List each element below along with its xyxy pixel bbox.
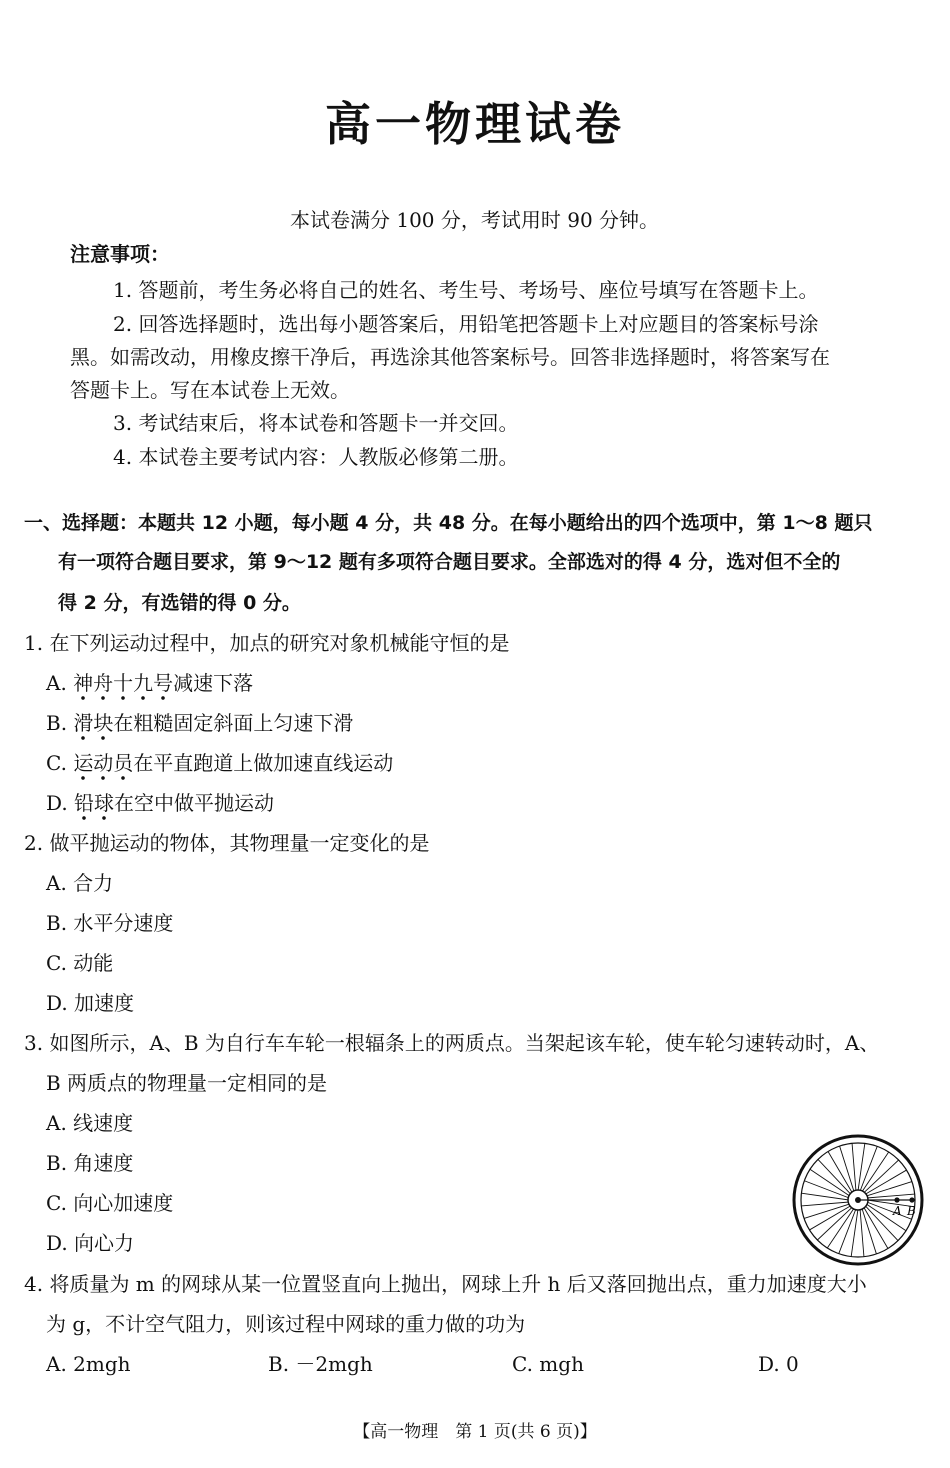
bicycle-wheel-figure xyxy=(790,1132,926,1268)
dotted-subject: 神舟十九号 xyxy=(73,671,174,695)
point-a-label: A xyxy=(893,1204,902,1218)
option-a xyxy=(46,671,253,695)
notice-heading: 注意事项： xyxy=(70,242,170,266)
wheel-spoke xyxy=(810,1169,850,1196)
question-stem: 2. 做平抛运动的物体，其物理量一定变化的是 xyxy=(24,831,430,855)
wheel-spoke xyxy=(860,1146,877,1191)
option-d: D. 加速度 xyxy=(46,991,135,1015)
option-c: C. 向心加速度 xyxy=(46,1191,174,1215)
point-b-label: B xyxy=(907,1204,916,1218)
section-header: 得 2 分，有选错的得 0 分。 xyxy=(58,592,301,614)
question-stem: 4. 将质量为 m 的网球从某一位置竖直向上抛出，网球上升 h 后又落回抛出点，重力加速度大小 xyxy=(24,1272,867,1296)
exam-info: 本试卷满分 100 分，考试用时 90 分钟。 xyxy=(290,208,660,232)
wheel-spoke xyxy=(852,1143,856,1191)
dotted-subject: 运动员 xyxy=(73,751,134,775)
question-stem: 1. 在下列运动过程中，加点的研究对象机械能守恒的是 xyxy=(24,631,510,655)
notice-item: 答题卡上。写在本试卷上无效。 xyxy=(70,378,350,402)
section-header: 一、选择题：本题共 12 小题，每小题 4 分，共 48 分。在每小题给出的四个选项中，第 1～8 题只 xyxy=(24,512,873,534)
notice-item: 4. 本试卷主要考试内容：人教版必修第二册。 xyxy=(113,445,519,469)
option-b: B. 角速度 xyxy=(46,1151,134,1175)
wheel-spoke xyxy=(867,1194,915,1198)
notice-item: 2. 回答选择题时，选出每小题答案后，用铅笔把答题卡上对应题目的答案标号涂 xyxy=(113,312,819,336)
wheel-spoke xyxy=(865,1170,906,1194)
wheel-spoke xyxy=(862,1152,889,1192)
wheel-spoke xyxy=(860,1209,864,1257)
wheel-spoke xyxy=(867,1202,912,1219)
wheel-spoke xyxy=(851,1209,858,1257)
page-footer: 【高一物理 第 1 页(共 6 页)】 xyxy=(353,1422,597,1442)
option-b: B. 水平分速度 xyxy=(46,911,174,935)
notice-item: 1. 答题前，考生务必将自己的姓名、考生号、考场号、座位号填写在答题卡上。 xyxy=(113,278,819,302)
wheel-spoke xyxy=(801,1202,849,1206)
section-header: 有一项符合题目要求，第 9～12 题有多项符合题目要求。全部选对的得 4 分，选对但不全的 xyxy=(58,551,841,573)
notice-item: 黑。如需改动，用橡皮擦干净后，再选涂其他答案标号。回答非选择题时，将答案写在 xyxy=(70,345,830,369)
question-stem: B 两质点的物理量一定相同的是 xyxy=(46,1071,328,1095)
option-a: A. 2mgh xyxy=(46,1352,131,1376)
option-text: 在平直跑道上做加速直线运动 xyxy=(133,751,394,775)
option-prefix: A. xyxy=(46,671,74,695)
wheel-spoke xyxy=(804,1181,849,1198)
dotted-subject: 铅球 xyxy=(74,791,115,815)
wheel-spoke xyxy=(864,1207,888,1248)
wheel-spoke xyxy=(817,1207,852,1240)
bicycle-wheel-icon xyxy=(790,1132,926,1268)
wheel-spoke xyxy=(801,1193,849,1200)
option-prefix: C. xyxy=(46,751,74,775)
option-prefix: D. xyxy=(46,791,75,815)
option-a: A. 合力 xyxy=(46,871,114,895)
option-b xyxy=(46,711,353,735)
option-text: 在粗糙固定斜面上匀速下滑 xyxy=(113,711,354,735)
option-d: D. 向心力 xyxy=(46,1231,135,1255)
question-stem: 为 g，不计空气阻力，则该过程中网球的重力做的功为 xyxy=(46,1312,526,1336)
wheel-spoke xyxy=(828,1152,852,1193)
wheel-spoke xyxy=(858,1143,865,1191)
option-text: 在空中做平抛运动 xyxy=(114,791,275,815)
option-text: 减速下落 xyxy=(173,671,254,695)
option-prefix: B. xyxy=(46,711,74,735)
option-d: D. 0 xyxy=(758,1352,799,1376)
page-title: 高一物理试卷 xyxy=(325,97,625,151)
option-c xyxy=(46,751,393,775)
wheel-spoke xyxy=(827,1208,854,1248)
wheel-spoke xyxy=(864,1160,899,1193)
question-stem: 3. 如图所示，A、B 为自行车车轮一根辐条上的两质点。当架起该车轮，使车轮匀速转动时，A、 xyxy=(24,1031,880,1055)
option-d xyxy=(46,791,274,815)
option-c: C. mgh xyxy=(512,1352,584,1376)
dotted-subject: 滑块 xyxy=(73,711,114,735)
wheel-spoke xyxy=(818,1159,851,1194)
wheel-spoke xyxy=(810,1206,851,1230)
notice-item: 3. 考试结束后，将本试卷和答题卡一并交回。 xyxy=(113,411,519,435)
option-c: C. 动能 xyxy=(46,951,114,975)
wheel-spoke xyxy=(839,1209,856,1254)
option-b: B. －2mgh xyxy=(268,1352,373,1376)
option-a: A. 线速度 xyxy=(46,1111,134,1135)
